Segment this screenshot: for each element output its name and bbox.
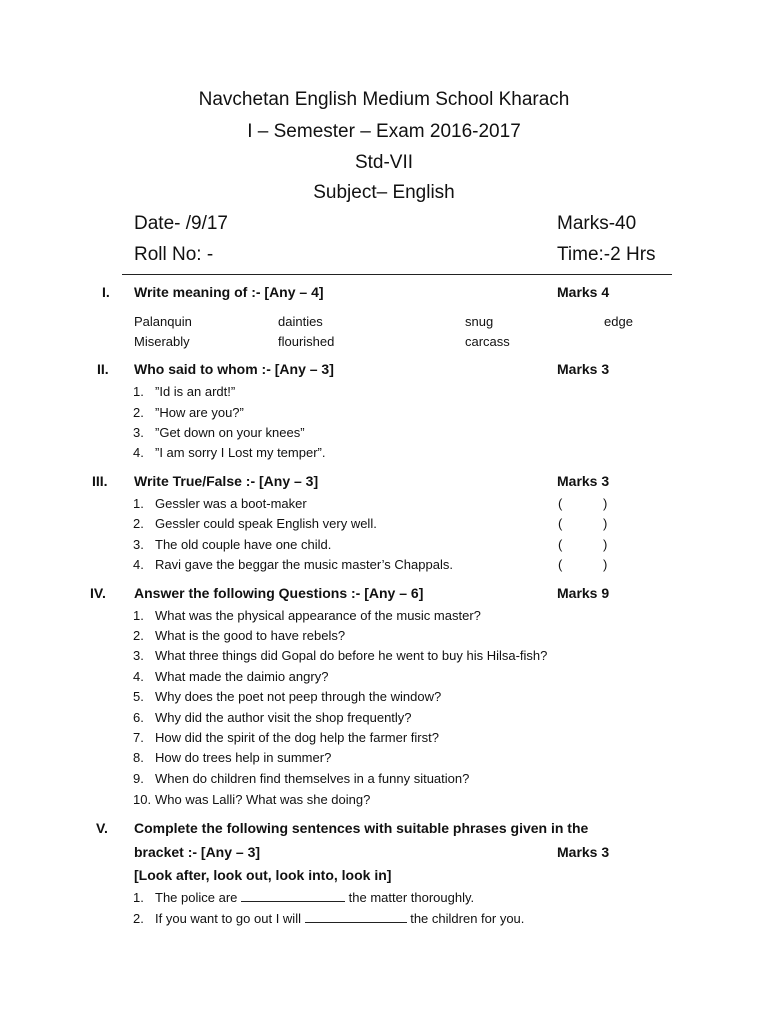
school-name: Navchetan English Medium School Kharach <box>198 89 570 110</box>
answer-blank[interactable] <box>305 912 407 923</box>
answer-paren-open: ( <box>558 537 563 552</box>
section-4-marks: Marks 9 <box>557 585 610 601</box>
section-2-marks: Marks 3 <box>557 361 610 377</box>
standard: Std-VII <box>354 152 414 173</box>
word-dainties: dainties <box>278 314 323 329</box>
list-item: 2. Gessler could speak English very well. <box>133 516 377 531</box>
list-item: 2. ”How are you?” <box>133 405 244 420</box>
total-marks: Marks-40 <box>557 213 637 234</box>
word-palanquin: Palanquin <box>134 314 192 329</box>
phrase-bracket: [Look after, look out, look into, look in] <box>134 867 392 883</box>
list-item: 10. Who was Lalli? What was she doing? <box>133 792 371 807</box>
list-item: 5. Why does the poet not peep through the window? <box>133 689 442 704</box>
section-4-title: Answer the following Questions :- [Any – 6] <box>134 585 424 601</box>
answer-paren-close: ) <box>603 557 608 572</box>
section-4-number: IV. <box>90 585 106 601</box>
list-item: 4. ”I am sorry I Lost my temper”. <box>133 445 326 460</box>
section-3-marks: Marks 3 <box>557 473 610 489</box>
section-3-number: III. <box>92 473 108 489</box>
list-item: 2. What is the good to have rebels? <box>133 628 346 643</box>
list-item: 1. ”Id is an ardt!” <box>133 384 236 399</box>
word-edge: edge <box>604 314 633 329</box>
section-5-number: V. <box>96 820 108 836</box>
answer-paren-open: ( <box>558 557 563 572</box>
list-item: 1. What was the physical appearance of the music master? <box>133 608 481 623</box>
exam-date: Date- /9/17 <box>134 213 228 234</box>
word-snug: snug <box>465 314 494 329</box>
list-item: 9. When do children find themselves in a funny situation? <box>133 771 470 786</box>
list-item: 4. What made the daimio angry? <box>133 669 329 684</box>
section-3-title: Write True/False :- [Any – 3] <box>134 473 319 489</box>
section-1-title: Write meaning of :- [Any – 4] <box>134 284 324 300</box>
list-item: 1. Gessler was a boot-maker <box>133 496 307 511</box>
list-item: 3. What three things did Gopal do before he went to buy his Hilsa-fish? <box>133 648 548 663</box>
exam-time: Time:-2 Hrs <box>557 244 656 265</box>
section-5-marks: Marks 3 <box>557 844 610 860</box>
word-flourished: flourished <box>278 334 335 349</box>
answer-paren-close: ) <box>603 496 608 511</box>
list-item: 8. How do trees help in summer? <box>133 750 332 765</box>
section-5-title-line2: bracket :- [Any – 3] <box>134 844 261 860</box>
list-item: 3. ”Get down on your knees” <box>133 425 305 440</box>
word-carcass: carcass <box>465 334 510 349</box>
subject: Subject– English <box>313 182 455 203</box>
answer-paren-open: ( <box>558 496 563 511</box>
exam-title: I – Semester – Exam 2016-2017 <box>247 121 521 142</box>
section-1-number: I. <box>102 284 110 300</box>
list-item: 7. How did the spirit of the dog help the farmer first? <box>133 730 439 745</box>
list-item: 4. Ravi gave the beggar the music master’s Chappals. <box>133 557 453 572</box>
roll-number: Roll No: - <box>134 244 214 265</box>
header-divider <box>122 274 672 275</box>
list-item: 3. The old couple have one child. <box>133 537 332 552</box>
list-item: 1. The police are the matter thoroughly. <box>133 890 475 905</box>
section-2-number: II. <box>97 361 109 377</box>
answer-paren-close: ) <box>603 516 608 531</box>
answer-paren-open: ( <box>558 516 563 531</box>
section-5-title-line1: Complete the following sentences with suitable phrases given in the <box>134 820 589 836</box>
section-1-marks: Marks 4 <box>557 284 610 300</box>
word-miserably: Miserably <box>134 334 190 349</box>
answer-paren-close: ) <box>603 537 608 552</box>
list-item: 2. If you want to go out I will the children for you. <box>133 911 525 926</box>
answer-blank[interactable] <box>241 891 345 902</box>
list-item: 6. Why did the author visit the shop frequently? <box>133 710 412 725</box>
section-2-title: Who said to whom :- [Any – 3] <box>134 361 334 377</box>
